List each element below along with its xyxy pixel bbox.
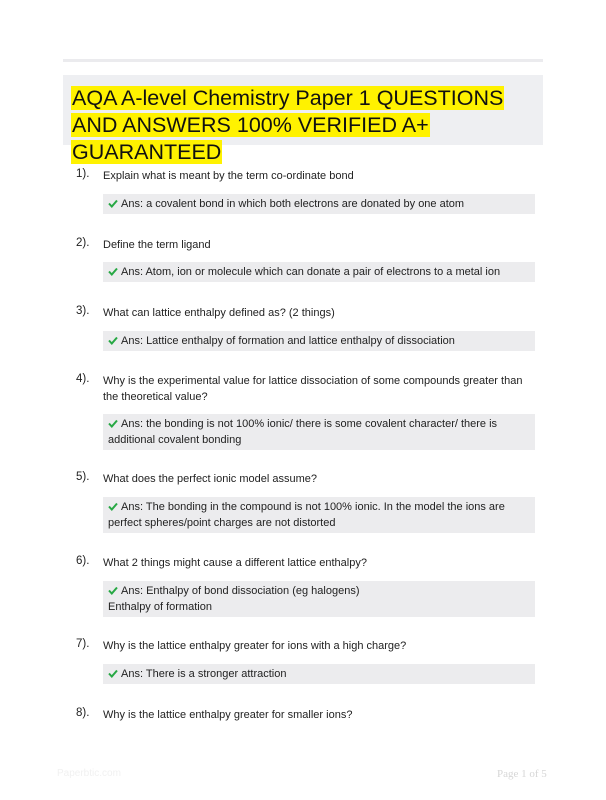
question-text: What 2 things might cause a different lattice enthalpy? bbox=[103, 557, 367, 569]
question-text: What does the perfect ionic model assume? bbox=[103, 473, 318, 485]
document-title: AQA A-level Chemistry Paper 1 QUESTIONS AND ANSWERS 100% VERIFIED A+ GUARANTEED bbox=[72, 86, 504, 164]
answer-text: Ans: There is a stronger attraction bbox=[121, 668, 287, 680]
question-number: 1). bbox=[76, 168, 90, 180]
answer-text: Ans: Enthalpy of bond dissociation (eg halogens) bbox=[121, 585, 360, 597]
question-number: 7). bbox=[76, 638, 90, 650]
question-number: 5). bbox=[76, 471, 90, 483]
answer-text: Ans: Lattice enthalpy of formation and lattice enthalpy of dissociation bbox=[121, 335, 455, 347]
check-icon bbox=[108, 196, 118, 212]
question-number: 6). bbox=[76, 555, 90, 567]
answer-box bbox=[103, 497, 535, 533]
answer-box bbox=[103, 664, 535, 684]
answer-box bbox=[103, 414, 535, 450]
page-indicator: Page 1 of 5 bbox=[497, 768, 547, 780]
question-text: Why is the lattice enthalpy greater for ions with a high charge? bbox=[103, 640, 407, 652]
answer-box bbox=[103, 262, 535, 282]
check-icon bbox=[108, 499, 118, 515]
question-text: Why is the lattice enthalpy greater for smaller ions? bbox=[103, 709, 353, 721]
answer-text: Ans: the bonding is not 100% ionic/ there is some covalent character/ there is additional covalent bonding bbox=[108, 418, 498, 446]
top-divider bbox=[63, 59, 543, 62]
check-icon bbox=[108, 666, 118, 682]
question-number: 4). bbox=[76, 373, 90, 385]
check-icon bbox=[108, 583, 118, 599]
check-icon bbox=[108, 264, 118, 280]
answer-text: Ans: The bonding in the compound is not 100% ionic. In the model the ions are perfect spheres/point charges are not distorted bbox=[108, 501, 505, 529]
title-banner bbox=[63, 75, 543, 164]
question-text: Define the term ligand bbox=[103, 239, 211, 251]
answer-text-line2: Enthalpy of formation bbox=[108, 601, 212, 613]
question-number: 3). bbox=[76, 305, 90, 317]
question-text: What can lattice enthalpy defined as? (2 things) bbox=[103, 307, 335, 319]
answer-text: Ans: Atom, ion or molecule which can donate a pair of electrons to a metal ion bbox=[121, 266, 501, 278]
watermark: Paperbtic.com bbox=[57, 768, 121, 779]
answer-text: Ans: a covalent bond in which both electrons are donated by one atom bbox=[121, 198, 465, 210]
check-icon bbox=[108, 416, 118, 432]
question-number: 8). bbox=[76, 707, 90, 719]
answer-box bbox=[103, 581, 535, 617]
check-icon bbox=[108, 333, 118, 349]
answer-box bbox=[103, 331, 535, 351]
question-text: Explain what is meant by the term co-ordinate bond bbox=[103, 170, 354, 182]
question-text: Why is the experimental value for lattice dissociation of some compounds greater than the theoretical value? bbox=[103, 375, 523, 403]
question-number: 2). bbox=[76, 237, 90, 249]
answer-box bbox=[103, 194, 535, 214]
